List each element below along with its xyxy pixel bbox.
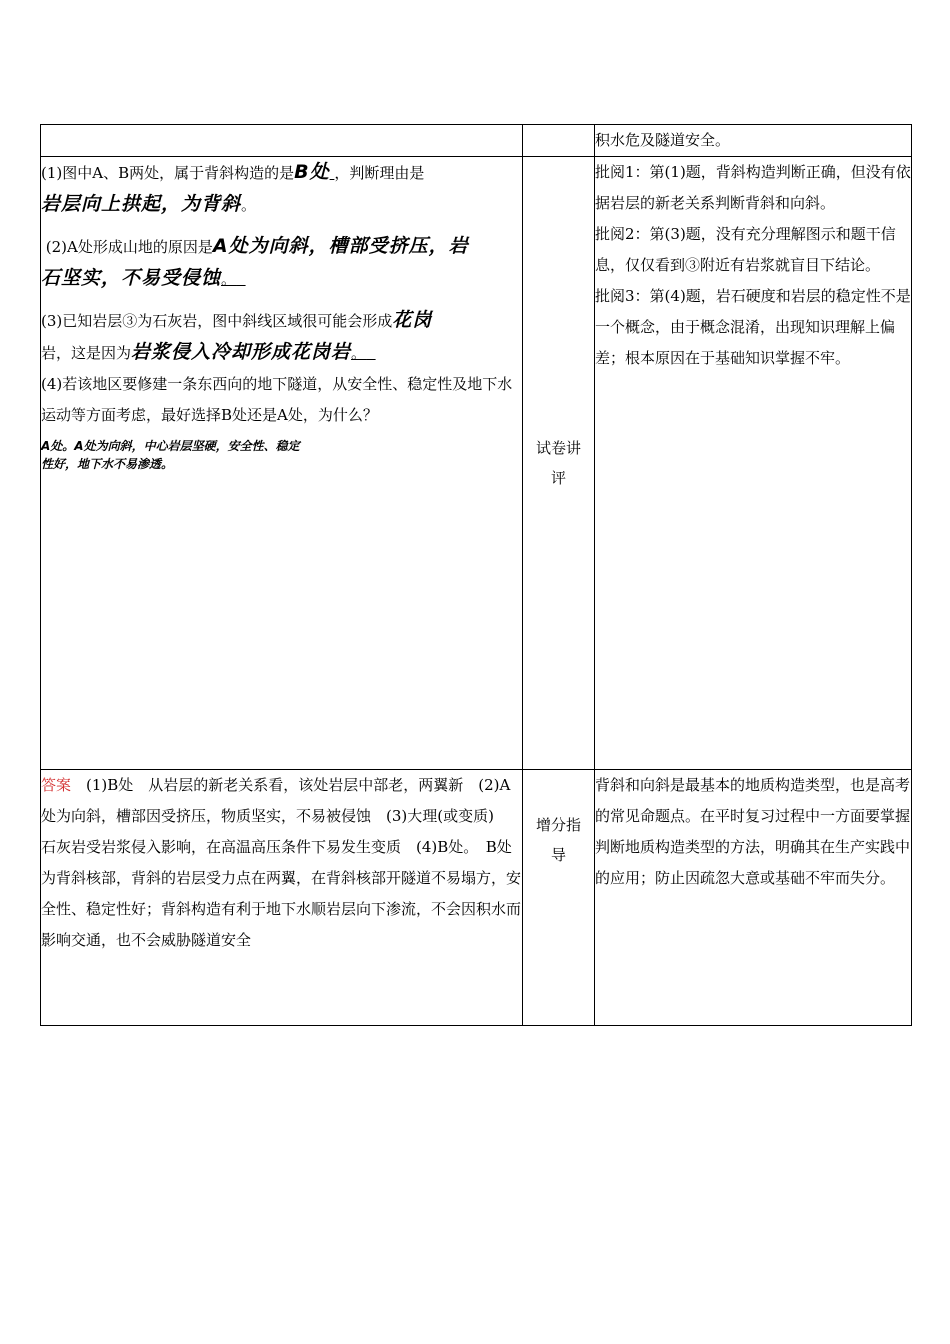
review-comment-1: 批阅1：第(1)题，背斜构造判断正确，但没有依据岩层的新老关系判断背斜和向斜。 (595, 163, 911, 212)
answer-cell (41, 770, 523, 1026)
handwritten-answer: 岩层向上拱起，为背斜 (41, 193, 242, 215)
questions-cell (41, 157, 523, 770)
question-3-text-mid: 岩，这是因为 (41, 344, 132, 362)
table-row (41, 125, 912, 157)
answer-label: 答案 (41, 776, 72, 794)
handwritten-answer: A处为向斜，槽部受挤压，岩 (212, 235, 469, 257)
row1-cell-mid (523, 125, 595, 157)
question-2 (41, 231, 522, 263)
review-comment-3: 批阅3：第(4)题，岩石硬度和岩层的稳定性不是一个概念，由于概念混淆，出现知识理解上偏差；根本原因在于基础知识掌握不牢。 (595, 287, 911, 367)
review-table (40, 124, 912, 1026)
punctuation: 。 (241, 196, 257, 214)
question-3 (41, 305, 522, 337)
continued-text: 积水危及隧道安全。 (595, 131, 731, 149)
table-row (41, 770, 912, 1026)
question-1-text: (1)图中A、B两处，属于背斜构造的是 (41, 164, 295, 182)
question-4 (41, 369, 522, 431)
question-1-answer (41, 189, 522, 221)
guidance-text: 背斜和向斜是最基本的地质构造类型，也是高考的常见命题点。在平时复习过程中一方面要掌握判断地质构造类型的方法，明确其在生产实践中的应用；防止因疏忽大意或基础不牢而失分。 (595, 776, 911, 887)
question-3-text: (3)已知岩层③为石灰岩，图中斜线区域很可能会形成 (41, 312, 393, 330)
row1-cell-left (41, 125, 523, 157)
row1-cell-right (595, 125, 912, 157)
handwritten-answer: B处 (294, 161, 330, 183)
label-cell (523, 157, 595, 770)
question-3-answer (41, 337, 522, 369)
question-4-answer (41, 437, 522, 473)
handwritten-answer: 花岗 (392, 309, 433, 331)
answer-text: (1)B处 从岩层的新老关系看，该处岩层中部老，两翼新 (2)A处为向斜，槽部因受挤压，物质坚实，不易被侵蚀 (3)大理(或变质) 石灰岩受岩浆侵入影响，在高温高压条件下易发生变质 (4)B处。 B处为背斜核部，背斜的岩层受力点在两翼，在背斜核部开隧道不易塌方，安全性、稳定性好；背斜构造有利于地下水顺岩层向下渗流，不会因积水而影响交通，也不会威胁隧道安全 (41, 776, 522, 949)
comments-cell (595, 157, 912, 770)
question-4-text: (4)若该地区要修建一条东西向的地下隧道，从安全性、稳定性及地下水运动等方面考虑，最好选择B处还是A处，为什么？ (41, 375, 513, 424)
question-1-text-mid: ，判断理由是 (334, 164, 425, 182)
handwritten-answer: 石坚实，不易受侵蚀 (41, 267, 222, 289)
handwritten-answer: 岩浆侵入冷却形成花岗岩 (131, 341, 352, 363)
handwritten-answer: 性好，地下水不易渗透。 (41, 457, 174, 471)
handwritten-answer: A处。A处为向斜，中心岩层坚硬，安全性、稳定 (41, 439, 300, 453)
question-1 (41, 157, 522, 189)
section-label-guidance: 增分指导 (535, 816, 581, 864)
question-2-text: (2)A处形成山地的原因是 (45, 238, 213, 256)
section-label-review: 试卷讲评 (535, 438, 581, 487)
question-2-answer (41, 263, 522, 295)
guidance-cell (595, 770, 912, 1026)
label-cell (523, 770, 595, 1026)
punctuation: 。 (351, 344, 367, 362)
table-row (41, 157, 912, 770)
punctuation: 。 (221, 270, 237, 288)
review-comment-2: 批阅2：第(3)题，没有充分理解图示和题干信息，仅仅看到③附近有岩浆就盲目下结论。 (595, 225, 896, 274)
